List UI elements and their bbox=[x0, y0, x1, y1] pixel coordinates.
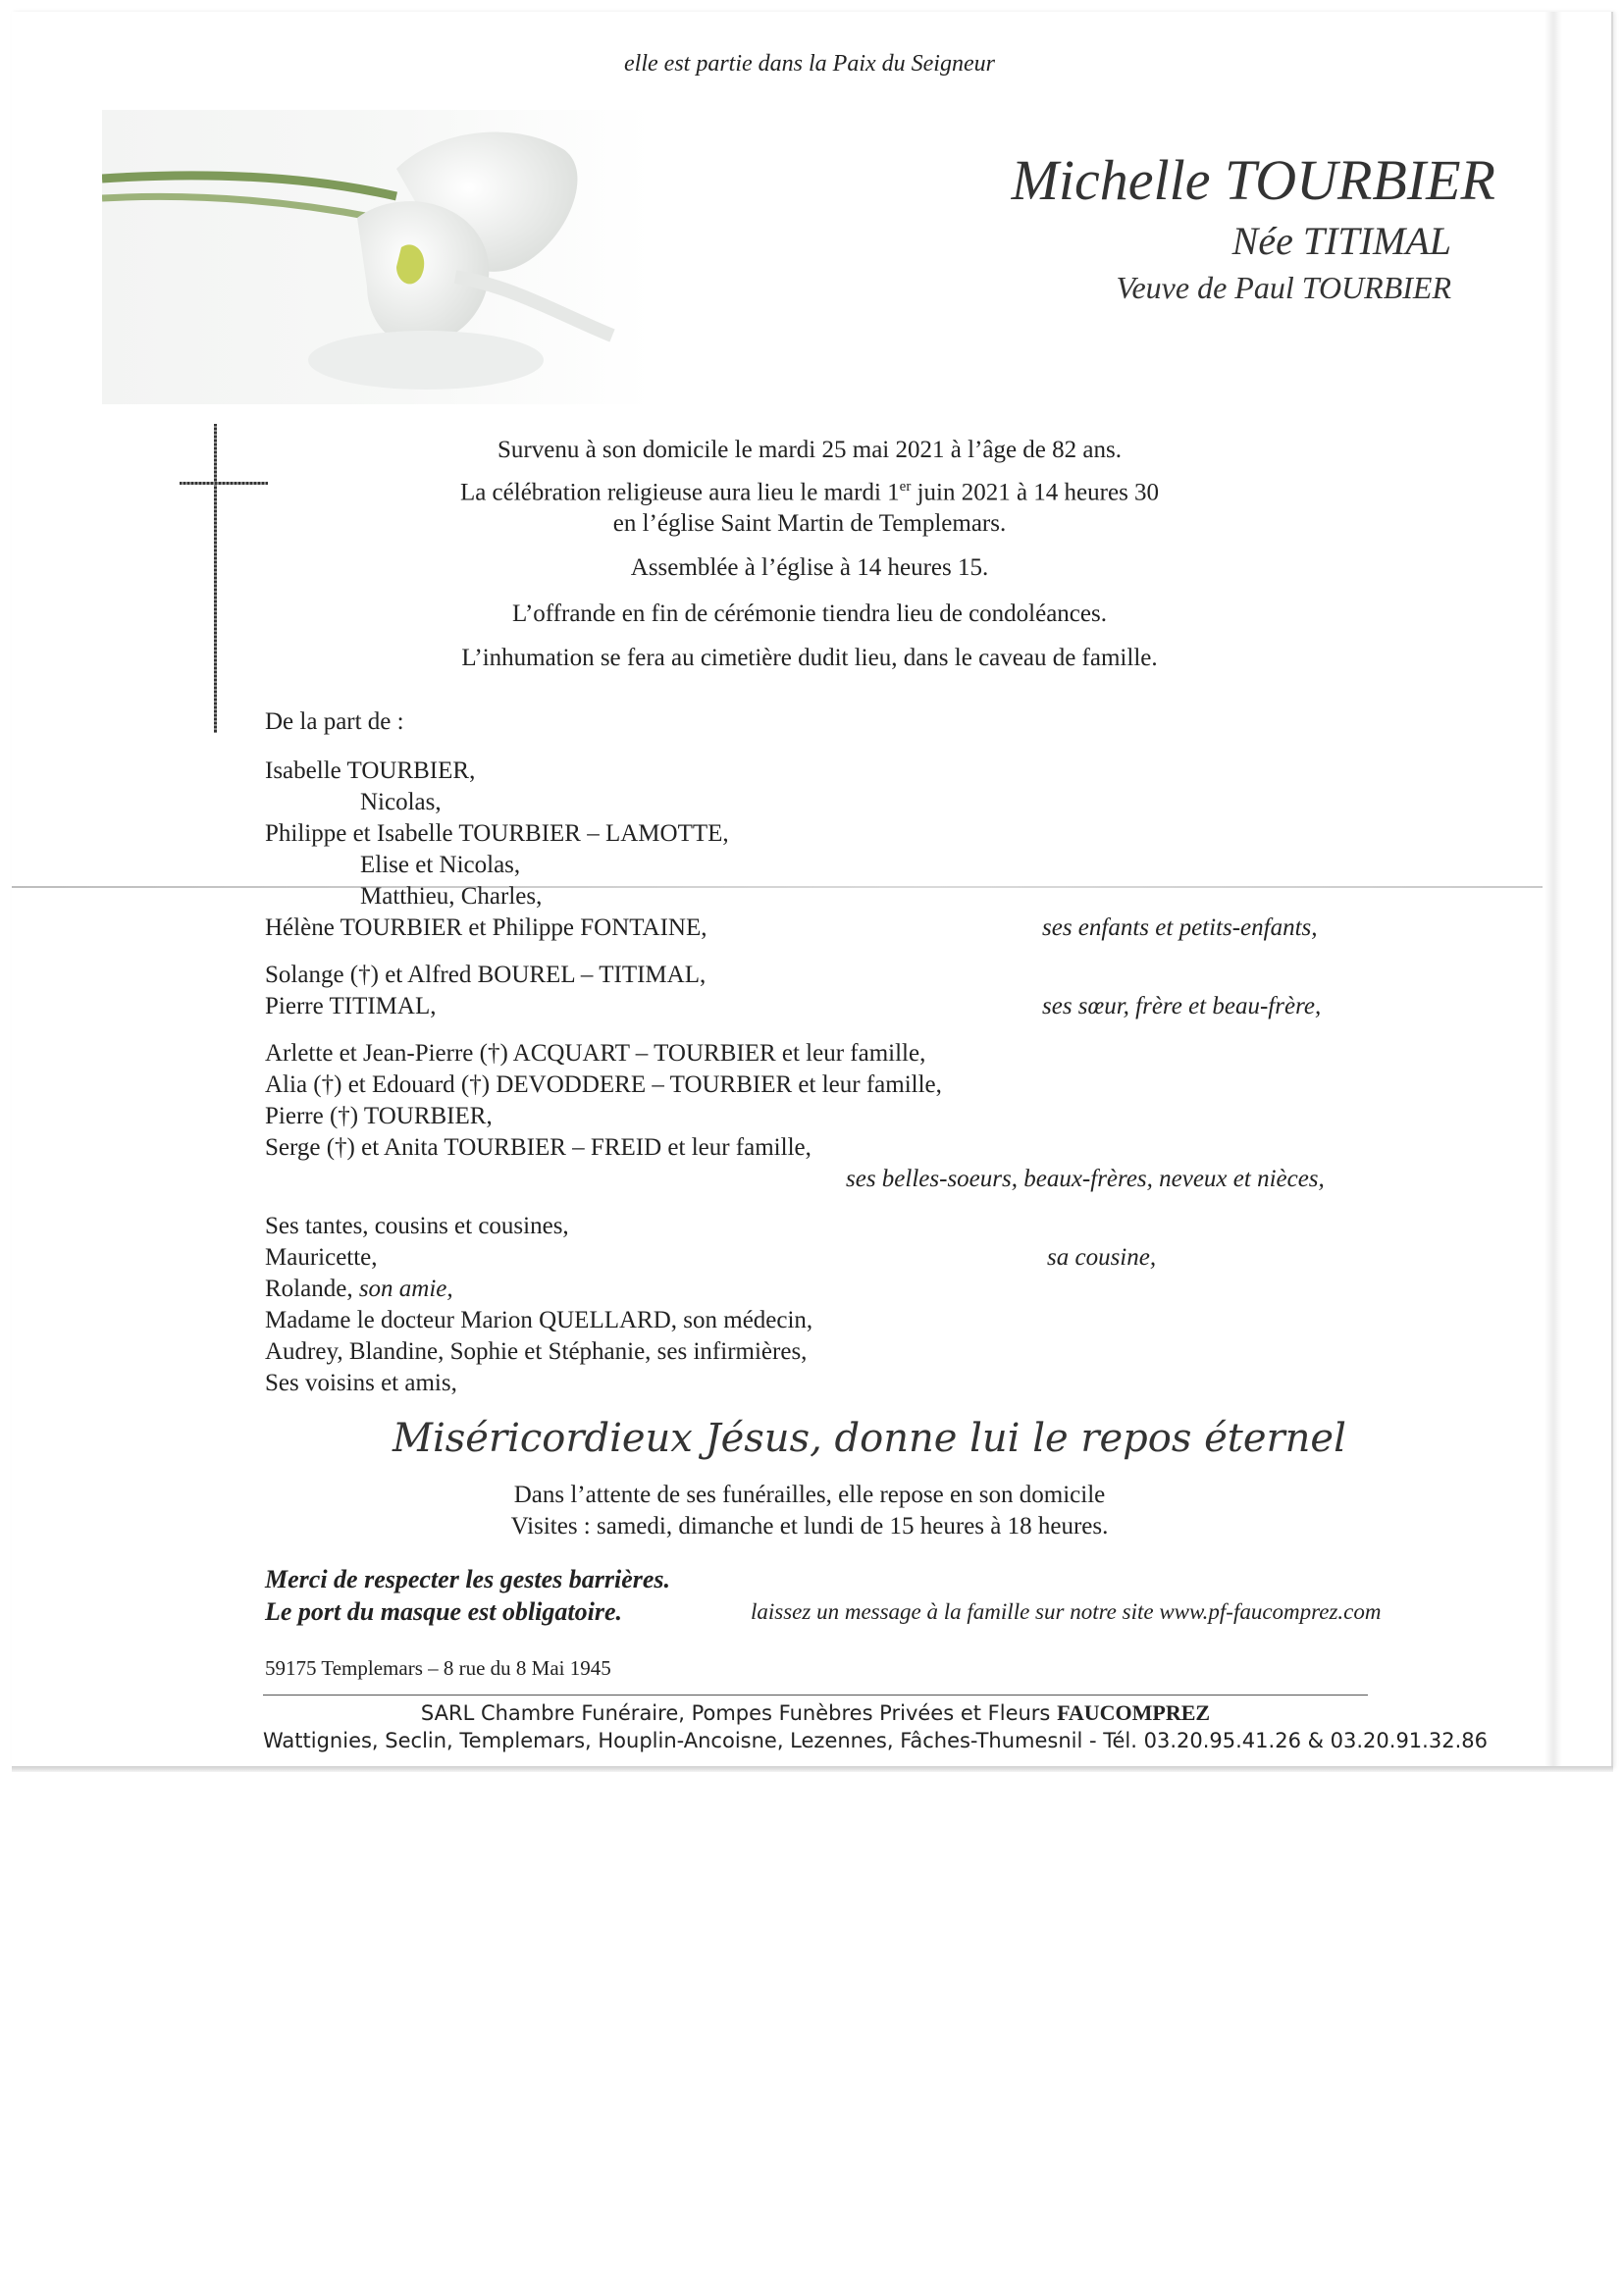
relation-label: ses belles-soeurs, beaux-frères, neveux et nièces, bbox=[846, 1166, 1325, 1192]
family-line: Hélène TOURBIER et Philippe FONTAINE, bbox=[265, 914, 707, 941]
family-line: Serge (†) et Anita TOURBIER – FREID et leur famille, bbox=[265, 1134, 812, 1161]
family-line: Mauricette, bbox=[265, 1244, 378, 1271]
notice-line: Le port du masque est obligatoire. bbox=[265, 1597, 622, 1626]
visitation-line: Dans l’attente de ses funérailles, elle repose en son domicile bbox=[513, 1482, 1106, 1508]
deceased-name: Michelle TOURBIER bbox=[1011, 148, 1495, 212]
announcement-line: L’offrande en fin de cérémonie tiendra lieu de condoléances. bbox=[512, 600, 1107, 627]
family-line: Isabelle TOURBIER, bbox=[265, 757, 476, 784]
relation-label: ses sœur, frère et beau-frère, bbox=[1042, 993, 1322, 1019]
paper-edge bbox=[1544, 12, 1562, 1768]
family-line: Matthieu, Charles, bbox=[360, 883, 543, 910]
footer-rule bbox=[263, 1695, 1368, 1696]
family-line: Ses tantes, cousins et cousines, bbox=[265, 1213, 569, 1239]
announcement-line: La célébration religieuse aura lieu le mardi 1er juin 2021 à 14 heures 30 bbox=[459, 479, 1160, 506]
family-line: Ses voisins et amis, bbox=[265, 1370, 457, 1396]
family-intro: De la part de : bbox=[265, 708, 404, 735]
family-line: Pierre TITIMAL, bbox=[265, 993, 437, 1019]
family-line: Arlette et Jean-Pierre (†) ACQUART – TOURBIER et leur famille, bbox=[265, 1040, 926, 1067]
family-line: Philippe et Isabelle TOURBIER – LAMOTTE, bbox=[265, 820, 729, 847]
company-line: SARL Chambre Funéraire, Pompes Funèbres Privées et Fleurs FAUCOMPREZ bbox=[420, 1700, 1211, 1725]
family-line: Alia (†) et Edouard (†) DEVODDERE – TOURBIER et leur famille, bbox=[265, 1071, 942, 1098]
website-message: laissez un message à la famille sur notre site www.pf-faucomprez.com bbox=[751, 1599, 1382, 1624]
relation-label: sa cousine, bbox=[1047, 1244, 1157, 1271]
family-line: Audrey, Blandine, Sophie et Stéphanie, ses infirmières, bbox=[265, 1338, 808, 1365]
widow-of: Veuve de Paul TOURBIER bbox=[1116, 270, 1451, 305]
announcement-line: en l’église Saint Martin de Templemars. bbox=[612, 510, 1007, 537]
cross-icon bbox=[214, 424, 217, 733]
family-line: Rolande, son amie, bbox=[265, 1276, 453, 1302]
family-line: Nicolas, bbox=[360, 789, 442, 815]
prayer-line: Miséricordieux Jésus, donne lui le repos éternel bbox=[393, 1416, 1346, 1461]
family-line: Pierre (†) TOURBIER, bbox=[265, 1103, 493, 1129]
family-line: Madame le docteur Marion QUELLARD, son médecin, bbox=[265, 1307, 813, 1333]
cross-icon-bar bbox=[180, 482, 268, 485]
family-line: Elise et Nicolas, bbox=[360, 852, 521, 878]
relation-label: ses enfants et petits-enfants, bbox=[1042, 914, 1318, 941]
calla-lily-image bbox=[102, 110, 652, 404]
address: 59175 Templemars – 8 rue du 8 Mai 1945 bbox=[265, 1656, 611, 1680]
notice-line: Merci de respecter les gestes barrières. bbox=[265, 1565, 671, 1593]
headline: elle est partie dans la Paix du Seigneur bbox=[624, 51, 995, 77]
fold-line bbox=[12, 886, 1543, 888]
family-line: Solange (†) et Alfred BOUREL – TITIMAL, bbox=[265, 962, 707, 988]
maiden-name: Née TITIMAL bbox=[1231, 219, 1451, 263]
announcement-line: Survenu à son domicile le mardi 25 mai 2021 à l’âge de 82 ans. bbox=[497, 437, 1122, 463]
company-cities: Wattignies, Seclin, Templemars, Houplin-Ancoisne, Lezennes, Fâches-Thumesnil - Tél. 03.20.95.41.26 & 03.20.91.32.86 bbox=[263, 1729, 1488, 1752]
paper-shadow bbox=[12, 1766, 1613, 1772]
announcement-line: L’inhumation se fera au cimetière dudit lieu, dans le caveau de famille. bbox=[461, 645, 1158, 671]
visitation-line: Visites : samedi, dimanche et lundi de 15 heures à 18 heures. bbox=[510, 1513, 1109, 1539]
announcement-line: Assemblée à l’église à 14 heures 15. bbox=[630, 554, 989, 581]
